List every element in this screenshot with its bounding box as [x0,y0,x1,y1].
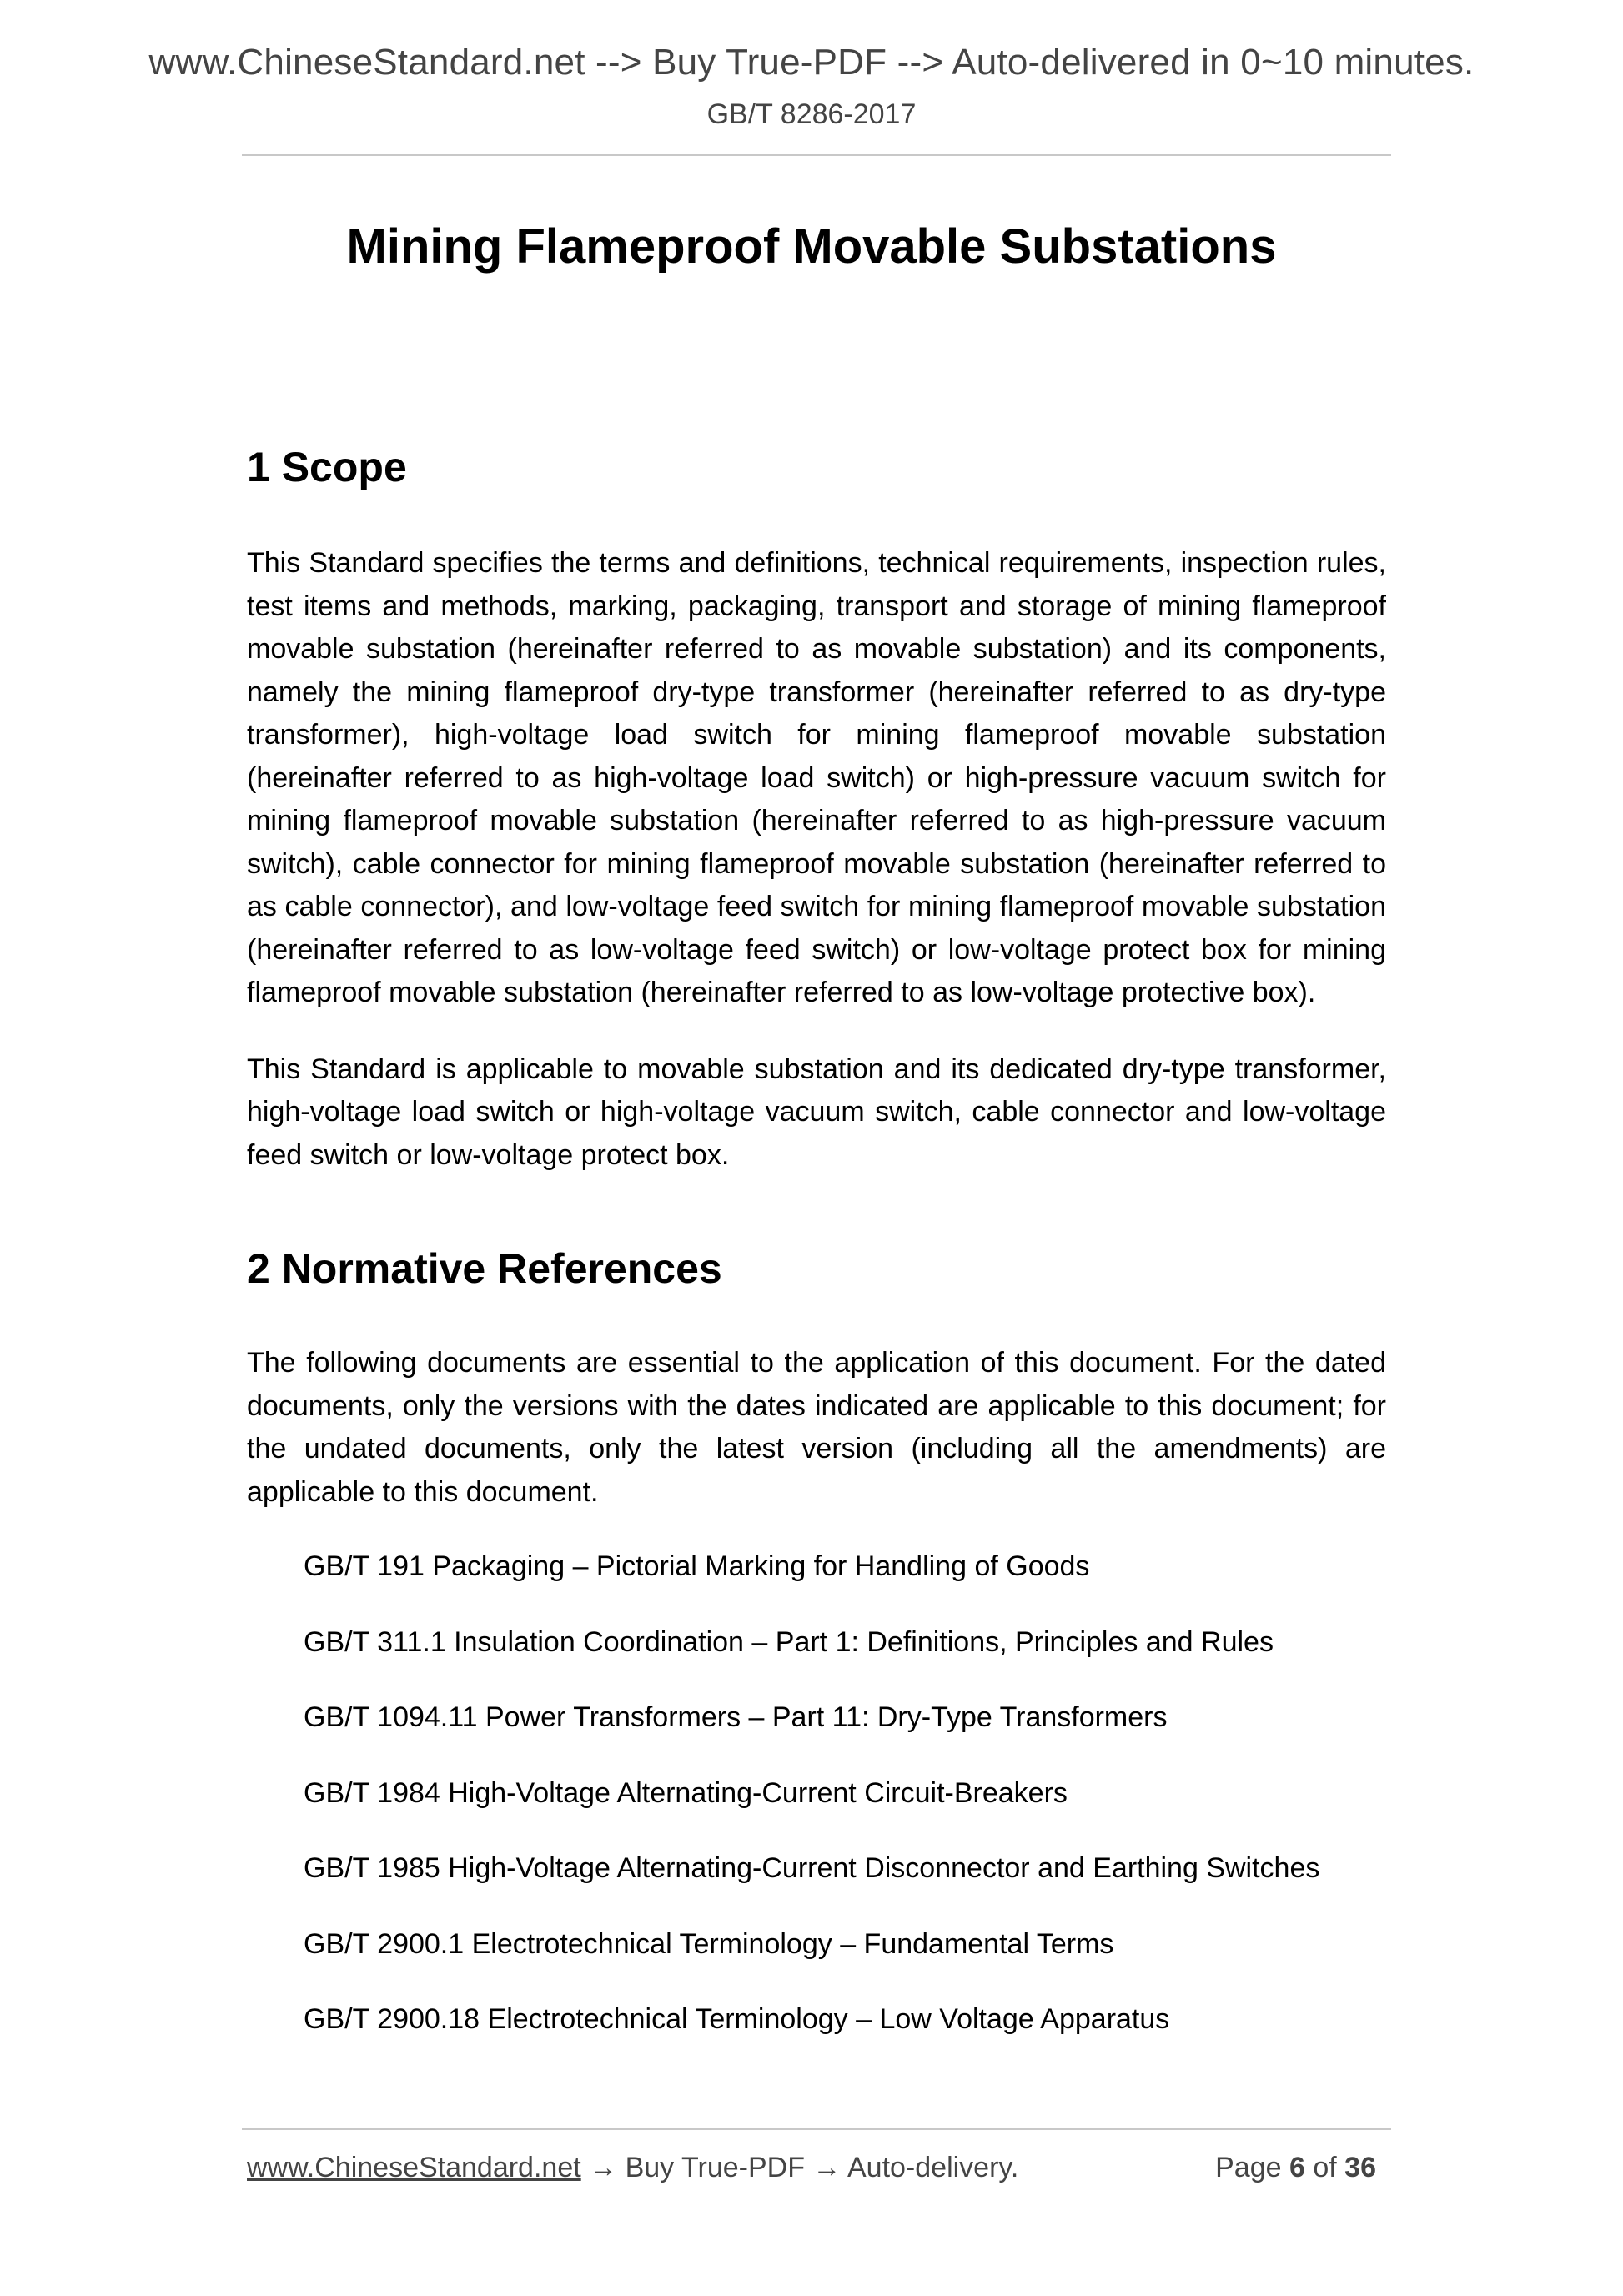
header-standard-code: GB/T 8286-2017 [706,98,917,130]
reference-item: GB/T 2900.18 Electrotechnical Terminology – Low Voltage Apparatus [304,2003,1170,2035]
footer-site-link[interactable]: www.ChineseStandard.net [247,2152,581,2183]
reference-list [247,1545,1386,2042]
reference-item: GB/T 311.1 Insulation Coordination – Part 1: Definitions, Principles and Rules [304,1625,1274,1658]
section-heading-normative-references: 2 Normative References [247,1245,722,1292]
footer-left [247,2152,1018,2184]
header-banner: www.ChineseStandard.net --> Buy True-PDF --> Auto-delivered in 0~10 minutes. [148,42,1475,83]
reference-item: GB/T 1985 High-Voltage Alternating-Current Disconnector and Earthing Switches [304,1852,1320,1884]
of-label: of [1313,2152,1337,2183]
references-intro-paragraph: The following documents are essential to the application of this document. For the dated documents, only the versions with the dates indicated are applicable to this document; for the undated documents, only the latest version (including all the amendments) are applicable to this document. [247,1347,1386,1508]
footer-tagline: → Buy True-PDF → Auto-delivery. [580,2152,1019,2183]
document-title: Mining Flameproof Movable Substations [346,219,1277,274]
reference-item: GB/T 2900.1 Electrotechnical Terminology – Fundamental Terms [304,1927,1114,1960]
reference-item: GB/T 1984 High-Voltage Alternating-Current Circuit-Breakers [304,1776,1068,1809]
page-label: Page [1215,2152,1282,2183]
section-heading-scope: 1 Scope [247,444,407,490]
reference-item: GB/T 191 Packaging – Pictorial Marking for Handling of Goods [304,1550,1090,1582]
reference-item: GB/T 1094.11 Power Transformers – Part 11: Dry-Type Transformers [304,1701,1168,1733]
document-body [247,442,1386,2074]
page-number: 6 [1289,2152,1305,2183]
scope-paragraph-2: This Standard is applicable to movable substation and its dedicated dry-type transformer, high-voltage load switch or high-voltage vacuum switch, cable connector and low-voltage feed switch or low-voltage protect box. [247,1053,1386,1171]
page-indicator [1215,2152,1376,2184]
header-divider [242,154,1391,156]
scope-paragraph-1: This Standard specifies the terms and definitions, technical requirements, inspection rules, test items and methods, marking, packaging, transport and storage of mining flameproof movable substation (hereinafter referred to as movable substation) and its components, namely the mining flameproof dry-type transformer (hereinafter referred to as dry-type transformer), high-voltage load switch for mining flameproof movable substation (hereinafter referred to as high-voltage load switch) or high-pressure vacuum switch for mining flameproof movable substation (hereinafter referred to as high-pressure vacuum switch), cable connector for mining flameproof movable substation (hereinafter referred to as cable connector), and low-voltage feed switch for mining flameproof movable substation (hereinafter referred to as low-voltage feed switch) or low-voltage protect box for mining flameproof movable substation (hereinafter referred to as low-voltage protective box). [247,547,1386,1008]
total-pages: 36 [1344,2152,1376,2183]
footer-divider [242,2128,1391,2130]
